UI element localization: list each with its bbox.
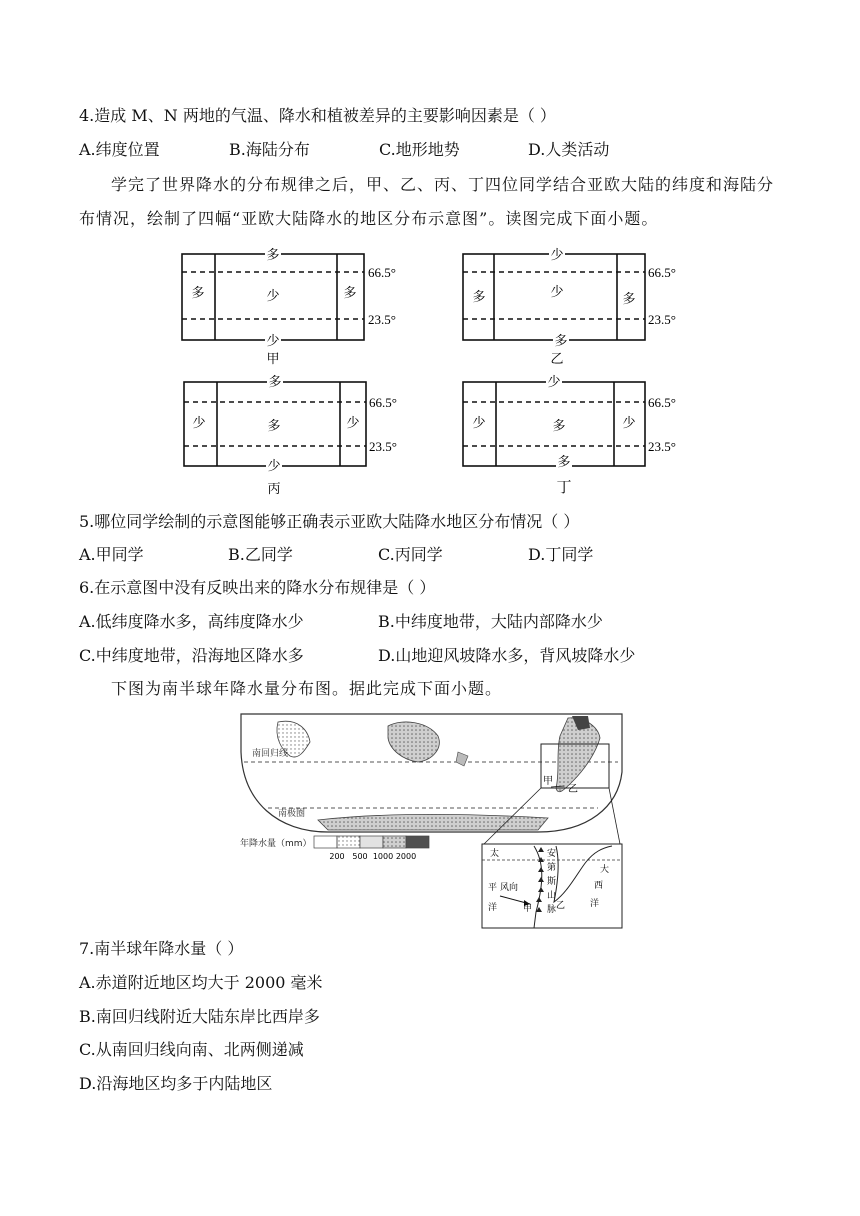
inset-yi: 乙	[556, 901, 566, 911]
lat-66-label: 66.5°	[369, 395, 397, 410]
diagram-caption: 丁	[556, 478, 572, 496]
diagram-top-label: 少	[547, 375, 561, 390]
diagram-middle-label: 多	[267, 419, 281, 434]
lat-66-label: 66.5°	[368, 265, 396, 280]
diagram-caption: 乙	[550, 352, 564, 367]
inset-yang-right: 洋	[590, 899, 600, 909]
diagram-left-label: 少	[472, 416, 486, 431]
andes-char: 斯	[547, 877, 557, 887]
diagram-right-label: 少	[346, 416, 360, 431]
map-marker-jia: 甲	[543, 776, 553, 787]
diagram-right-label: 多	[343, 286, 357, 301]
q5-option-d[interactable]: D.丁同学	[528, 545, 594, 564]
lat-23-label: 23.5°	[369, 439, 397, 454]
diagram-ding	[459, 372, 699, 496]
diagram-bing	[180, 372, 420, 496]
diagram-top-label: 多	[266, 248, 280, 263]
q5-option-b[interactable]: B.乙同学	[228, 545, 293, 564]
legend-tick: 1000	[372, 852, 394, 861]
polar-label: 南极圈	[278, 809, 306, 819]
intro-paragraph: 学完了世界降水的分布规律之后，甲、乙、丙、丁四位同学结合亚欧大陆的纬度和海陆分布情况，绘制了四幅“亚欧大陆降水的地区分布示意图”。读图完成下面小题。	[79, 175, 775, 228]
inset-xi: 西	[594, 881, 604, 891]
legend-swatches	[314, 836, 429, 848]
legend-title: 年降水量（mm）	[240, 839, 312, 849]
q4-option-a[interactable]: A.纬度位置	[79, 140, 160, 159]
inset-da: 大	[600, 865, 610, 875]
q6-option-c[interactable]: C.中纬度地带，沿海地区降水多	[79, 646, 304, 665]
q7-option-c[interactable]: C.从南回归线向南、北两侧递减	[79, 1040, 304, 1059]
lat-23-label: 23.5°	[368, 312, 396, 327]
diagram-bottom-label: 少	[266, 334, 280, 349]
q5-option-a[interactable]: A.甲同学	[79, 545, 144, 564]
diagram-bottom-label: 多	[557, 455, 571, 470]
inset-wind: 风向	[500, 883, 519, 893]
lat-66-label: 66.5°	[648, 265, 676, 280]
legend-tick: 500	[352, 852, 368, 861]
diagram-right-label: 多	[622, 292, 636, 307]
q7-option-d[interactable]: D.沿海地区均多于内陆地区	[79, 1074, 273, 1093]
andes-char: 脉	[547, 905, 557, 915]
diagram-caption: 甲	[266, 352, 280, 367]
lat-66-label: 66.5°	[648, 395, 676, 410]
precipitation-map	[238, 712, 626, 930]
inset-yang-left: 洋	[488, 903, 498, 913]
diagram-yi	[459, 244, 699, 368]
legend-tick: 200	[329, 852, 345, 861]
q4-stem: 4.造成 M、N 两地的气温、降水和植被差异的主要影响因素是（ ）	[79, 106, 556, 125]
map-marker-yi: 乙	[568, 784, 578, 795]
inset-jia: 甲	[523, 904, 533, 914]
diagram-left-label: 多	[191, 286, 205, 301]
diagram-left-label: 多	[472, 290, 486, 305]
q5-stem: 5.哪位同学绘制的示意图能够正确表示亚欧大陆降水地区分布情况（ ）	[79, 512, 580, 531]
legend-tick: 2000	[395, 852, 417, 861]
diagram-middle-label: 多	[552, 419, 566, 434]
tropic-label: 南回归线	[252, 749, 289, 759]
q6-option-d[interactable]: D.山地迎风坡降水多，背风坡降水少	[378, 646, 636, 665]
q7-option-a[interactable]: A.赤道附近地区均大于 2000 毫米	[79, 973, 323, 992]
q6-stem: 6.在示意图中没有反映出来的降水分布规律是（ ）	[79, 578, 436, 597]
q4-option-b[interactable]: B.海陆分布	[229, 140, 310, 159]
diagram-bottom-label: 多	[554, 334, 568, 349]
inset-tai: 太	[490, 849, 500, 859]
q4-option-d[interactable]: D.人类活动	[528, 140, 610, 159]
diagram-top-label: 多	[268, 375, 282, 390]
diagram-middle-label: 少	[266, 289, 280, 304]
intro-map-paragraph: 下图为南半球年降水量分布图。据此完成下面小题。	[111, 679, 503, 698]
inset-ping: 平	[488, 883, 498, 893]
diagram-left-label: 少	[192, 416, 206, 431]
q6-option-b[interactable]: B.中纬度地带，大陆内部降水少	[378, 612, 603, 631]
q4-option-c[interactable]: C.地形地势	[379, 140, 460, 159]
diagram-top-label: 少	[550, 248, 564, 263]
andes-char: 第	[547, 863, 557, 873]
diagram-caption: 丙	[267, 482, 281, 496]
diagram-right-label: 少	[622, 416, 636, 431]
lat-23-label: 23.5°	[648, 312, 676, 327]
andes-char: 山	[547, 891, 557, 901]
diagram-jia	[178, 244, 418, 368]
q6-option-a[interactable]: A.低纬度降水多，高纬度降水少	[79, 612, 304, 631]
andes-inset	[482, 844, 622, 928]
andes-char: 安	[547, 849, 557, 859]
q7-stem: 7.南半球年降水量（ ）	[79, 939, 244, 958]
diagram-middle-label: 少	[550, 285, 564, 300]
q7-option-b[interactable]: B.南回归线附近大陆东岸比西岸多	[79, 1007, 320, 1026]
diagram-bottom-label: 少	[267, 459, 281, 474]
lat-23-label: 23.5°	[648, 439, 676, 454]
q5-option-c[interactable]: C.丙同学	[378, 545, 443, 564]
